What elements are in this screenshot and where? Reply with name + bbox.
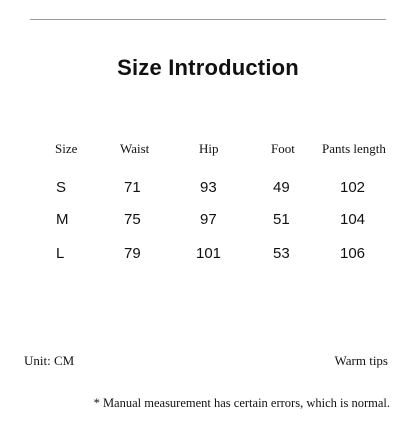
cell-pants-length: 102 — [340, 179, 366, 196]
header-size: Size — [55, 141, 78, 156]
cell-waist: 79 — [124, 245, 141, 262]
page-title: Size Introduction — [117, 55, 299, 80]
unit-label: Unit: CM — [24, 353, 75, 368]
cell-foot: 49 — [273, 179, 290, 196]
warm-tips-label: Warm tips — [334, 353, 388, 368]
cell-hip: 101 — [196, 245, 222, 262]
cell-size: L — [56, 245, 65, 262]
cell-pants-length: 106 — [340, 245, 366, 262]
cell-size: M — [56, 211, 69, 228]
cell-waist: 75 — [124, 211, 141, 228]
header-hip: Hip — [199, 141, 219, 156]
measurement-note: * Manual measurement has certain errors, which is normal. — [93, 396, 390, 410]
cell-foot: 53 — [273, 245, 290, 262]
cell-foot: 51 — [273, 211, 290, 228]
header-pants-length: Pants length — [322, 141, 386, 156]
header-waist: Waist — [120, 141, 150, 156]
cell-hip: 97 — [200, 211, 217, 228]
cell-size: S — [56, 179, 67, 196]
cell-waist: 71 — [124, 179, 141, 196]
header-foot: Foot — [271, 141, 295, 156]
cell-hip: 93 — [200, 179, 217, 196]
cell-pants-length: 104 — [340, 211, 366, 228]
